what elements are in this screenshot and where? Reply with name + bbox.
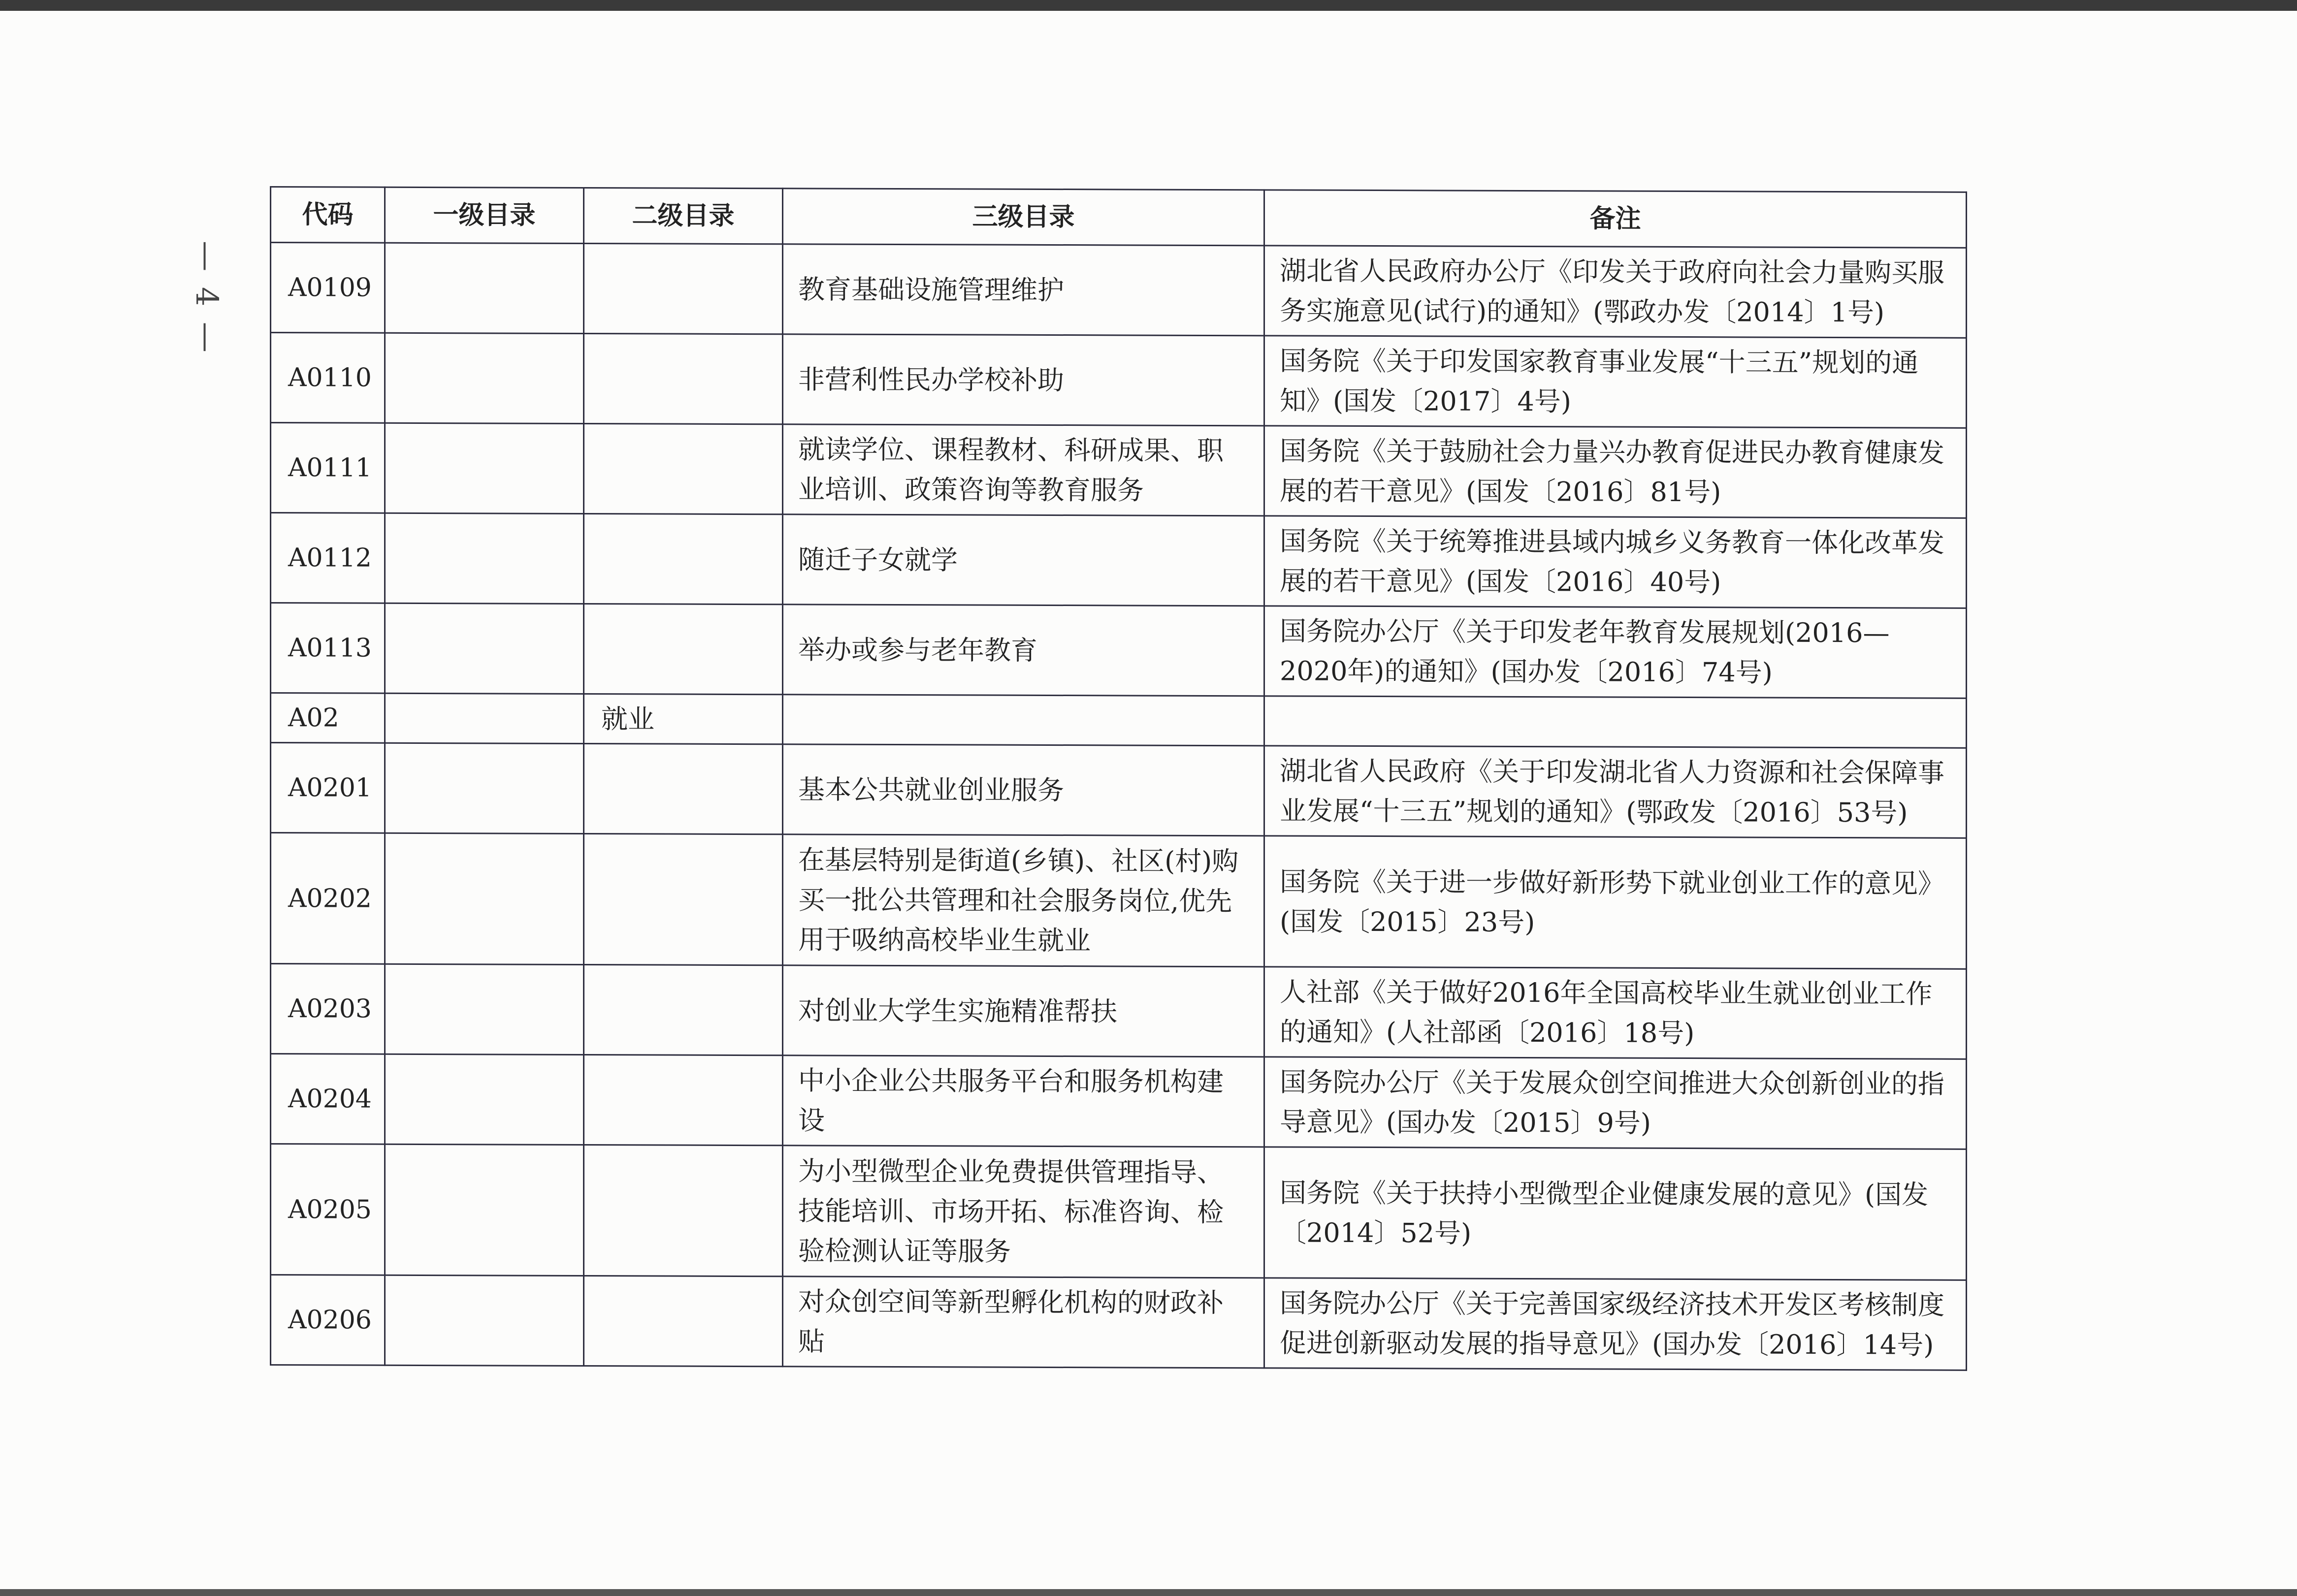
row-level1 [385, 743, 584, 833]
row-level2 [584, 514, 783, 605]
row-code: A0201 [271, 743, 385, 833]
row-level3: 教育基础设施管理维护 [783, 244, 1264, 336]
row-level2 [584, 744, 783, 834]
row-note: 国务院办公厅《关于完善国家级经济技术开发区考核制度促进创新驱动发展的指导意见》(国办发〔2016〕14号) [1264, 1278, 1967, 1370]
header-level1: 一级目录 [385, 187, 584, 243]
row-note: 国务院《关于鼓励社会力量兴办教育促进民办教育健康发展的若干意见》(国发〔2016〕81号) [1264, 426, 1967, 518]
row-level2 [584, 244, 783, 334]
row-level3: 为小型微型企业免费提供管理指导、技能培训、市场开拓、标准咨询、检验检测认证等服务 [783, 1146, 1264, 1278]
table-row [271, 423, 1967, 518]
header-note: 备注 [1264, 190, 1967, 248]
row-level1 [385, 333, 584, 423]
row-code: A0204 [271, 1054, 385, 1145]
row-level1 [385, 243, 584, 333]
table-row [271, 1275, 1967, 1371]
table-row [271, 513, 1967, 608]
catalog-table [270, 186, 1967, 1371]
row-note: 湖北省人民政府《关于印发湖北省人力资源和社会保障事业发展“十三五”规划的通知》(鄂政发〔2016〕53号) [1264, 746, 1967, 838]
table-row [271, 833, 1967, 969]
row-code: A0112 [271, 513, 385, 604]
row-note: 国务院办公厅《关于印发老年教育发展规划(2016—2020年)的通知》(国办发〔2016〕74号) [1264, 606, 1967, 698]
row-level1 [385, 423, 584, 513]
row-note: 湖北省人民政府办公厅《印发关于政府向社会力量购买服务实施意见(试行)的通知》(鄂政办发〔2014〕1号) [1264, 246, 1967, 338]
row-code: A02 [271, 693, 385, 743]
row-level2 [584, 1145, 783, 1277]
row-level3: 对创业大学生实施精准帮扶 [783, 965, 1264, 1057]
table-row [271, 693, 1967, 748]
row-level3: 随迁子女就学 [783, 514, 1264, 606]
row-level3: 对众创空间等新型孵化机构的财政补贴 [783, 1277, 1264, 1368]
table-row [271, 1144, 1967, 1280]
table-row [271, 243, 1967, 338]
row-level1 [385, 1054, 584, 1145]
row-level2: 就业 [584, 694, 783, 744]
table-row [271, 1054, 1967, 1149]
row-level3 [783, 695, 1264, 746]
row-level1 [385, 693, 584, 743]
header-level2: 二级目录 [584, 188, 783, 244]
row-level3: 中小企业公共服务平台和服务机构建设 [783, 1055, 1264, 1147]
row-level1 [385, 964, 584, 1054]
row-note: 人社部《关于做好2016年全国高校毕业生就业创业工作的通知》(人社部函〔2016〕18号) [1264, 967, 1967, 1059]
row-note: 国务院《关于进一步做好新形势下就业创业工作的意见》(国发〔2015〕23号) [1264, 836, 1967, 969]
row-level2 [584, 965, 783, 1055]
row-note [1264, 696, 1967, 748]
row-level2 [584, 1055, 783, 1146]
row-code: A0109 [271, 243, 385, 333]
row-level1 [385, 603, 584, 694]
header-code: 代码 [271, 187, 385, 243]
table-row [271, 333, 1967, 428]
row-code: A0203 [271, 964, 385, 1054]
row-code: A0202 [271, 833, 385, 964]
row-note: 国务院《关于扶持小型微型企业健康发展的意见》(国发〔2014〕52号) [1264, 1147, 1967, 1280]
row-level3: 就读学位、课程教材、科研成果、职业培训、政策咨询等教育服务 [783, 424, 1264, 516]
row-level2 [584, 1276, 783, 1367]
scan-edge-bottom [0, 1589, 2297, 1596]
table-row [271, 603, 1967, 699]
row-code: A0206 [271, 1275, 385, 1366]
row-code: A0110 [271, 333, 385, 423]
row-level2 [584, 334, 783, 424]
table-row [271, 743, 1967, 838]
row-note: 国务院《关于统筹推进县域内城乡义务教育一体化改革发展的若干意见》(国发〔2016〕40号) [1264, 516, 1967, 608]
row-note: 国务院《关于印发国家教育事业发展“十三五”规划的通知》(国发〔2017〕4号) [1264, 336, 1967, 428]
row-level1 [385, 1144, 584, 1276]
row-code: A0111 [271, 423, 385, 513]
scan-edge-top [0, 0, 2297, 11]
row-level3: 举办或参与老年教育 [783, 605, 1264, 696]
row-level2 [584, 604, 783, 695]
row-level1 [385, 833, 584, 964]
row-code: A0113 [271, 603, 385, 694]
row-level2 [584, 424, 783, 514]
row-level3: 非营利性民办学校补助 [783, 334, 1264, 426]
row-code: A0205 [271, 1144, 385, 1276]
table-row [271, 964, 1967, 1059]
row-level1 [385, 513, 584, 604]
row-level3: 基本公共就业创业服务 [783, 744, 1264, 836]
page-number: — 4 — [189, 240, 225, 355]
header-level3: 三级目录 [783, 189, 1264, 246]
row-note: 国务院办公厅《关于发展众创空间推进大众创新创业的指导意见》(国办发〔2015〕9号) [1264, 1057, 1967, 1149]
table-header-row [271, 187, 1967, 248]
row-level1 [385, 1275, 584, 1366]
row-level3: 在基层特别是街道(乡镇)、社区(村)购买一批公共管理和社会服务岗位,优先用于吸纳高校毕业生就业 [783, 834, 1264, 967]
row-level2 [584, 834, 783, 965]
